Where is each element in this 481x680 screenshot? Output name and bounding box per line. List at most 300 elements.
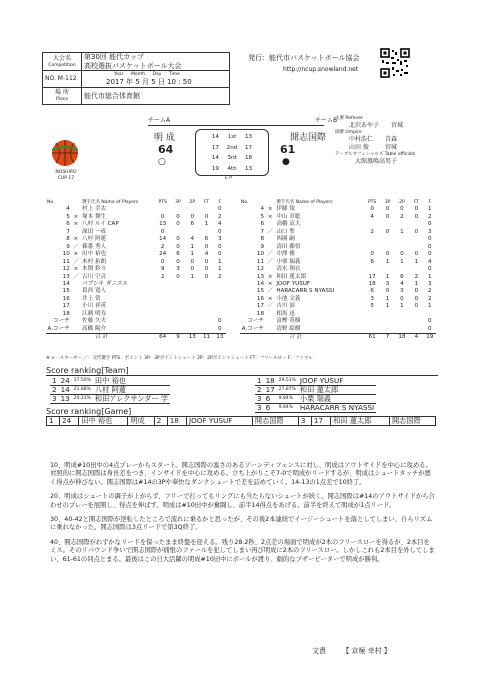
player-2p: 4: [190, 236, 195, 243]
team-b-loss-mark: ●: [282, 157, 290, 167]
player-row: [240, 288, 436, 295]
writer-label: 文責: [312, 647, 326, 655]
player-3p: [171, 281, 185, 288]
player-fouls: 0: [218, 206, 222, 213]
player-ft: 1: [204, 221, 209, 228]
rank-number: 3: [257, 394, 262, 403]
player-number: コーチ: [53, 318, 70, 325]
player-3p: 0: [176, 213, 180, 220]
ranking-game-title: Score ranking[Game]: [46, 407, 132, 416]
rank-points: 17: [265, 385, 275, 394]
col-pts-header: PTS: [158, 200, 167, 205]
col-ft-header: FT: [413, 200, 419, 205]
table-officials-value: 大館鳳鳴高男子: [355, 158, 398, 165]
rank-number: 1: [257, 376, 262, 385]
player-name: 吉川 頂: [276, 303, 295, 310]
rank-number: 2: [52, 385, 57, 394]
total-fouls: 13: [216, 334, 224, 341]
player-pts: 6: [370, 288, 374, 295]
total-label: 合 計: [289, 334, 303, 341]
player-pts: 5: [370, 303, 374, 310]
player-status-mark: ／: [267, 288, 273, 295]
umpire2-name: 山田 俊: [349, 144, 369, 151]
player-3p: 0: [176, 273, 180, 280]
player-fouls: 0: [428, 318, 432, 325]
player-ft: [199, 206, 213, 213]
player-number: 8: [260, 236, 265, 243]
player-2p: 1: [400, 303, 404, 310]
player-pts: 18: [368, 280, 376, 287]
player-row: [46, 281, 226, 288]
player-status-mark: [71, 303, 81, 310]
col-no-header: No.: [47, 200, 55, 205]
game-ranking-row: [47, 417, 436, 426]
period-row: [204, 153, 260, 164]
period-label: 2nd: [226, 144, 238, 151]
player-3p: [171, 318, 185, 325]
player-number: 7: [260, 228, 265, 235]
period-scores-box: [195, 129, 269, 176]
period-b: 18: [245, 155, 253, 162]
extra-period-label: E P: [225, 176, 232, 181]
player-number: 5: [260, 213, 265, 220]
competition-label-en: Competition: [48, 62, 76, 68]
total-spacer: [265, 334, 275, 342]
player-2p: [395, 326, 409, 334]
team-b-roster: [240, 199, 436, 342]
player-ft: [409, 311, 423, 318]
player-3p: 0: [385, 206, 390, 213]
player-2p: 1: [190, 251, 195, 258]
player-row: [240, 266, 436, 273]
team-b-label: チームB: [315, 117, 338, 124]
officials-block: [335, 116, 445, 166]
player-row: [240, 311, 436, 318]
player-2p: 0: [400, 295, 404, 302]
player-pts: 0: [160, 258, 165, 265]
rank-percentage: 37.50%: [73, 378, 91, 383]
player-2p: [185, 318, 199, 325]
writer-name: 【 京極 幸村 】: [342, 647, 391, 655]
legend-text: ※ ×：スターター ／：交代選手 PTS：ポイント 3P：3Pポイントシュート 2P：2Pポイントシュート FT：フリースロー F：ファウル: [46, 356, 313, 361]
player-2p: [185, 288, 199, 295]
total-fouls: 19: [426, 334, 434, 341]
player-status-mark: ×: [267, 280, 273, 287]
umpire1-row: [335, 136, 445, 144]
competition-label: [43, 53, 82, 71]
writer-row: [312, 647, 391, 656]
rank-percentage: 9.84%: [278, 396, 294, 401]
total-3p: 7: [385, 334, 390, 341]
rank-percentage: 20.31%: [73, 396, 91, 401]
player-name: 高橋 陽介: [82, 325, 107, 332]
player-name: 八村 阿蓮: [82, 236, 107, 243]
player-ft: 0: [204, 258, 209, 265]
basketball-logo-icon: [50, 138, 80, 168]
player-pts: 14: [159, 236, 167, 243]
player-row: [46, 214, 226, 221]
player-number: A.コーチ: [47, 325, 70, 332]
player-name: 和田 蓮太郎: [276, 273, 307, 280]
player-2p: [185, 281, 199, 288]
player-name: JOOF YUSUF: [276, 280, 311, 287]
website-url[interactable]: http://ncup.snowland.net: [283, 66, 359, 73]
game-report: [50, 440, 435, 570]
player-ft: [409, 221, 423, 228]
team-a-roster-table: [46, 199, 226, 342]
player-name: 木関 鈴斗: [82, 266, 107, 273]
player-fouls: 0: [428, 236, 432, 243]
player-3p: [380, 318, 394, 325]
player-ft: [199, 326, 213, 334]
logo-text: [47, 170, 85, 182]
rank-player-name: HARACARR S NYASSI: [299, 403, 375, 412]
col-mark-header: [71, 199, 81, 206]
col-name-header: 選手氏名 Name of Players: [82, 200, 139, 205]
player-status-mark: [71, 288, 81, 295]
player-status-mark: ／: [267, 303, 273, 310]
player-fouls: 3: [218, 236, 222, 243]
total-spacer: [240, 334, 265, 342]
rank-player-name: 和田アレクサンダー 学: [94, 394, 168, 403]
team-b-name: 開志国際: [290, 133, 327, 143]
player-fouls: [214, 303, 226, 310]
player-number: 9: [66, 243, 70, 250]
player-3p: 1: [385, 258, 390, 265]
player-status-mark: ×: [73, 213, 79, 220]
player-status-mark: [71, 206, 81, 213]
player-pts: [155, 206, 171, 213]
player-status-mark: [265, 236, 275, 243]
game-rank-number: 2: [154, 417, 167, 426]
col-name-header: 選手氏名 Name of Players: [276, 200, 333, 205]
player-pts: [364, 326, 380, 334]
player-row: [240, 206, 436, 213]
rank-points: 14: [60, 385, 70, 394]
total-ft: 11: [202, 334, 211, 341]
team-a-label: チームA: [148, 117, 171, 124]
col-3p-header: 3P: [384, 200, 391, 205]
player-name: 中山 章聡: [276, 213, 301, 220]
player-status-mark: ×: [73, 221, 79, 228]
player-status-mark: ／: [73, 258, 79, 265]
total-spacer: [46, 334, 71, 342]
player-status-mark: [265, 311, 275, 318]
player-pts: [364, 244, 380, 251]
player-2p: 0: [190, 266, 195, 273]
player-number: 18: [256, 310, 265, 317]
player-ft: 0: [414, 228, 419, 235]
total-label: 合 計: [95, 334, 108, 341]
game-rank-team: 開志国際: [252, 417, 298, 426]
player-ft: 0: [414, 288, 419, 295]
period-a: 14: [211, 155, 219, 162]
player-fouls: 0: [218, 243, 222, 250]
player-pts: 6: [370, 258, 374, 265]
player-status-mark: [71, 326, 81, 334]
player-fouls: 0: [428, 221, 432, 228]
game-number: [43, 71, 82, 88]
player-row: [240, 214, 436, 221]
rank-number: 1: [52, 376, 57, 385]
player-2p: [185, 326, 199, 334]
player-name: 小川 祥英: [82, 303, 107, 310]
player-pts: 0: [160, 228, 165, 235]
player-status-mark: [265, 318, 275, 325]
player-fouls: 4: [218, 221, 222, 228]
player-ft: 0: [414, 295, 419, 302]
player-status-mark: [71, 281, 81, 288]
player-2p: [185, 311, 199, 318]
player-status-mark: [71, 229, 81, 236]
game-rank-team: 明成: [128, 417, 154, 426]
player-status-mark: ／: [73, 243, 79, 250]
competition-line2: 高校選抜バスケットボール大会: [84, 61, 182, 70]
player-row: [46, 221, 226, 228]
game-rank-player: JOOF YUSUF: [186, 417, 252, 426]
player-number: 16: [256, 295, 265, 302]
player-ft: 0: [204, 243, 209, 250]
player-name: 塚本 舞生: [82, 213, 107, 220]
player-3p: 1: [385, 295, 390, 302]
rank-player-name: 和田 蓮太郎: [299, 385, 339, 394]
player-fouls: [424, 311, 436, 318]
game-rank-points: 18: [169, 416, 179, 425]
umpire2-row: [335, 144, 445, 152]
player-2p: [395, 236, 409, 243]
player-3p: [171, 311, 185, 318]
player-number: 12: [62, 266, 70, 273]
player-row: [240, 221, 436, 228]
logo-line2: CUP 17: [57, 176, 75, 181]
col-no-header: No.: [241, 200, 249, 205]
game-rank-points: 17: [313, 416, 324, 425]
player-name: 清野 絵樹: [276, 325, 301, 332]
player-name: 高橋 涼大: [276, 221, 301, 228]
player-pts: [364, 318, 380, 325]
rank-points: 24: [60, 376, 70, 385]
player-3p: 0: [176, 243, 180, 250]
period-scores-table: [204, 132, 260, 174]
game-rank-player: 和田 蓮太郎: [331, 417, 390, 426]
player-number: 10: [256, 251, 265, 258]
period-a: 14: [211, 134, 219, 140]
player-ft: 0: [414, 213, 419, 220]
player-number: 15: [256, 288, 265, 295]
rank-percentage: 27.87%: [278, 387, 296, 392]
player-name: 西園 嗣: [276, 236, 295, 243]
player-pts: [364, 236, 380, 243]
period-b: 17: [245, 144, 253, 151]
player-2p: [395, 318, 409, 325]
player-3p: [171, 326, 185, 334]
no-value: M-112: [57, 75, 77, 82]
player-row: [240, 251, 436, 258]
player-2p: [395, 244, 409, 251]
player-ft: [199, 303, 213, 310]
player-status-mark: [265, 326, 275, 334]
player-ft: [409, 236, 423, 243]
player-number: 8: [66, 236, 70, 243]
player-name: バブシキ ダニエル: [82, 280, 129, 287]
player-name: 葛西 寛人: [82, 288, 107, 295]
player-number: 13: [256, 273, 265, 280]
player-pts: [155, 281, 171, 288]
player-row: [46, 229, 226, 236]
period-label: 4th: [227, 165, 237, 172]
player-2p: 0: [190, 213, 195, 220]
period-label: 1st: [227, 134, 237, 140]
referee-name: 北沢あや子: [349, 122, 380, 129]
player-pts: 9: [160, 266, 165, 273]
player-number: 4: [66, 206, 70, 213]
player-name: 富樫 英樹: [276, 318, 301, 325]
player-number: 14: [62, 280, 70, 287]
player-ft: 2: [414, 273, 419, 280]
player-status-mark: ／: [73, 273, 79, 280]
player-row: [240, 303, 436, 310]
rank-percentage: 9.84%: [278, 405, 294, 410]
player-ft: [409, 266, 423, 273]
place-value: 能代市総合体育館: [82, 88, 230, 105]
player-2p: [185, 229, 199, 236]
rank-points: 6: [265, 403, 271, 412]
player-number: 17: [62, 303, 70, 310]
player-3p: [380, 266, 394, 273]
player-3p: 0: [385, 228, 390, 235]
player-fouls: 3: [428, 280, 432, 287]
player-status-mark: [265, 221, 275, 228]
player-row: [46, 266, 226, 273]
rank-player-name: 八村 阿蓮: [94, 385, 126, 394]
player-number: 14: [256, 280, 265, 287]
date-line: 2017 年 5 月 5 日 10 : 50: [106, 77, 192, 86]
player-row: [240, 318, 436, 325]
game-rank-number: 3: [298, 417, 311, 426]
player-row: [46, 244, 226, 251]
player-2p: 6: [190, 221, 195, 228]
player-3p: 0: [176, 236, 180, 243]
player-name: 佐藤 久夫: [82, 318, 107, 325]
player-fouls: 2: [428, 213, 432, 220]
team-total-row: [46, 334, 226, 342]
player-2p: 6: [400, 273, 404, 280]
report-paragraph-q3: 30、40-42と開志国際が逆転したところで流れに乗るかと思ったが、その後2本連続でイージーシュートを落としてしまい、自らリズムに乗れなかった。開志国際は3点リードで第3Q終了。: [50, 516, 433, 532]
umpire2-pref: 宮城: [384, 144, 397, 151]
player-3p: 6: [176, 251, 180, 258]
period-row: [204, 164, 260, 175]
player-number: 7: [66, 228, 70, 235]
logo-line1: NOSHIRO: [55, 170, 77, 175]
total-pts: 64: [159, 334, 167, 341]
player-ft: [199, 318, 213, 325]
player-name: 井上 常: [82, 295, 101, 302]
player-fouls: 1: [428, 273, 432, 280]
player-fouls: 0: [218, 228, 222, 235]
competition-label-jp: 大会名: [52, 54, 71, 62]
player-2p: [395, 221, 409, 228]
player-3p: 0: [385, 251, 390, 258]
player-fouls: 0: [218, 325, 222, 332]
player-name: 篠番 秀人: [82, 243, 107, 250]
total-3p: 9: [176, 334, 180, 341]
player-pts: 24: [159, 251, 167, 258]
player-ft: [199, 311, 213, 318]
player-ft: [409, 244, 423, 251]
player-pts: 2: [160, 243, 165, 250]
date-cell: [82, 71, 230, 88]
player-pts: [364, 221, 380, 228]
player-row: [46, 259, 226, 266]
umpire1-name: 中村浩仁: [349, 136, 374, 143]
player-3p: 1: [385, 273, 390, 280]
player-name: 清田 藤悟: [276, 243, 301, 250]
place-label-jp: 場 所: [55, 89, 69, 96]
col-f-header: F: [218, 200, 222, 205]
player-pts: 0: [370, 251, 374, 258]
ranking-game-table: [46, 416, 436, 426]
player-pts: [155, 318, 171, 325]
col-3p-header: 3P: [175, 200, 181, 205]
qr-code-icon: [380, 48, 410, 78]
competition-value: [82, 53, 230, 71]
player-3p: 3: [385, 280, 390, 287]
player-row: [46, 251, 226, 258]
player-row: [46, 326, 226, 334]
player-fouls: 2: [428, 288, 432, 295]
player-fouls: 0: [428, 251, 432, 258]
roster-header-row: [46, 199, 226, 206]
player-name: 伊藤 領: [276, 206, 295, 213]
col-pts-header: PTS: [367, 200, 377, 205]
player-pts: [155, 303, 171, 310]
team-a-total-score: 64: [158, 143, 174, 156]
player-ft: [199, 229, 213, 236]
ranking-team-a: [50, 377, 170, 404]
player-3p: [171, 288, 185, 295]
player-2p: 1: [400, 258, 404, 265]
date-header-month: Month: [130, 71, 146, 77]
player-row: [46, 303, 226, 310]
player-status-mark: ×: [73, 236, 79, 243]
player-name: 相馬 迅: [276, 310, 295, 317]
player-pts: 13: [159, 221, 167, 228]
player-fouls: 0: [428, 266, 432, 273]
col-ft-header: FT: [203, 200, 210, 205]
player-3p: [380, 221, 394, 228]
publisher: 発行：能代市バスケットボール協会: [248, 54, 360, 62]
player-ft: [409, 318, 423, 325]
player-ft: 4: [204, 251, 209, 258]
referee-pref: 宮城: [391, 122, 404, 129]
player-ft: 0: [204, 266, 209, 273]
player-name: 木村 拓朗: [82, 258, 107, 265]
player-number: 15: [62, 288, 70, 295]
team-a-win-mark: ○: [158, 157, 166, 167]
player-row: [46, 288, 226, 295]
table-officials-label: テーブルオフィシャルズ Table officials: [335, 152, 416, 157]
player-3p: [380, 236, 394, 243]
player-number: 10: [62, 251, 70, 258]
player-number: 17: [256, 303, 265, 310]
player-fouls: 4: [428, 258, 432, 265]
col-mark-header: [265, 199, 275, 206]
player-fouls: 0: [218, 318, 222, 325]
player-3p: [380, 326, 394, 334]
rank-number: 3: [52, 394, 57, 403]
player-number: 6: [260, 221, 265, 228]
player-2p: [185, 303, 199, 310]
